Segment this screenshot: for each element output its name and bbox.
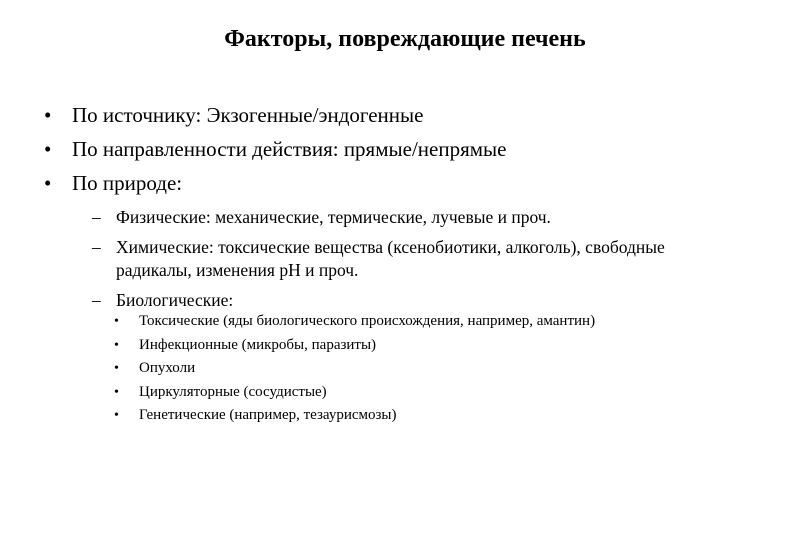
list-item xyxy=(44,166,784,200)
bullet-icon: • xyxy=(114,314,119,329)
sub-sublist-item-text: Генетические (например, тезаурисмозы) xyxy=(139,407,397,423)
sub-sublist-item-text: Циркуляторные (сосудистые) xyxy=(139,383,327,400)
bullet-icon: • xyxy=(114,361,119,376)
dash-icon: – xyxy=(92,237,101,257)
sub-sublist-item xyxy=(114,310,754,334)
bullet-icon: • xyxy=(44,103,52,127)
sublist-item-text: Химические: токсические вещества (ксенобиотики, алкоголь), свободные xyxy=(116,237,665,257)
sublist-item-text-continued: радикалы, изменения pH и проч. xyxy=(116,260,359,280)
sublist-item xyxy=(92,206,772,229)
bullet-icon: • xyxy=(44,137,52,161)
bullet-icon: • xyxy=(114,408,119,423)
dash-icon: – xyxy=(92,290,101,310)
list-item-text: По природе: xyxy=(72,171,183,195)
sub-sublist-item-text: Инфекционные (микробы, паразиты) xyxy=(139,336,377,353)
biological-sublist xyxy=(114,310,754,428)
sub-sublist-item xyxy=(114,357,754,381)
bullet-icon: • xyxy=(44,171,52,195)
bullet-icon: • xyxy=(114,337,119,353)
sublist-item xyxy=(92,236,772,282)
sub-sublist-item xyxy=(114,334,754,358)
dash-icon: – xyxy=(92,207,101,227)
sub-sublist-item xyxy=(114,404,754,428)
list-item-text: По направленности действия: прямые/непрямые xyxy=(72,137,507,161)
main-bullet-list xyxy=(44,98,784,200)
sublist-item-text: Биологические: xyxy=(116,290,234,310)
sublist-item-text: Физические: механические, термические, лучевые и проч. xyxy=(116,207,551,227)
list-item xyxy=(44,132,784,166)
nature-sublist xyxy=(92,206,772,319)
sub-sublist-item xyxy=(114,381,754,405)
slide-title: Факторы, повреждающие печень xyxy=(224,26,586,52)
sub-sublist-item-text: Токсические (яды биологического происхождения, например, амантин) xyxy=(139,313,596,329)
list-item-text: По источнику: Экзогенные/эндогенные xyxy=(72,103,424,127)
list-item xyxy=(44,98,784,132)
bullet-icon: • xyxy=(114,384,119,400)
sub-sublist-item-text: Опухоли xyxy=(139,360,196,376)
sublist-item xyxy=(92,289,772,312)
